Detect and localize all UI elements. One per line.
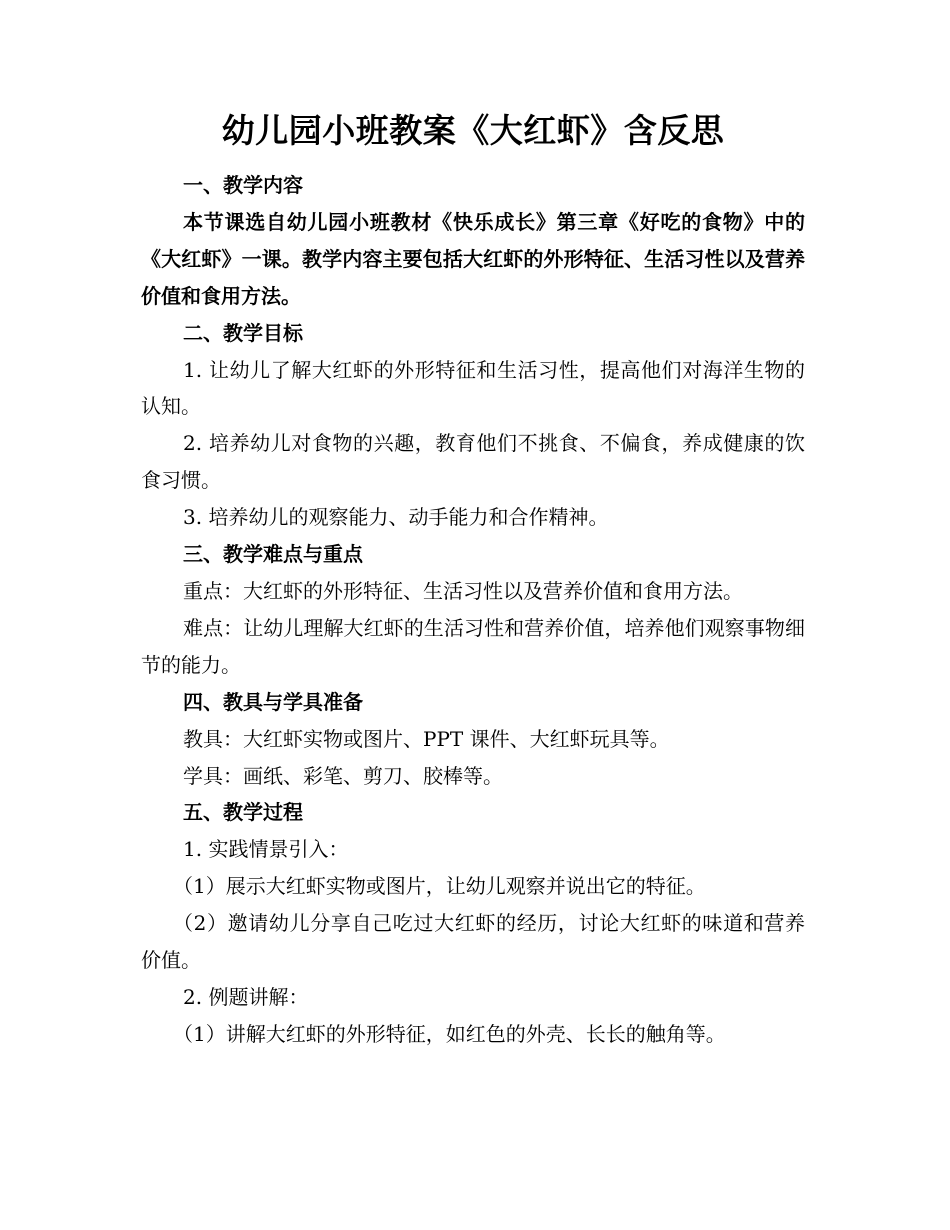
paragraph-process-step-1: 1. 实践情景引入：: [183, 837, 349, 862]
document-page: [141, 100, 805, 1053]
paragraph-process-step-2-1: （1）讲解大红虾的外形特征，如红色的外壳、长长的触角等。: [173, 1021, 726, 1046]
paragraph-key-point: 重点：大红虾的外形特征、生活习性以及营养价值和食用方法。: [183, 578, 743, 603]
section-heading-teaching-process: 五、教学过程: [183, 800, 303, 825]
document-title: 幼儿园小班教案《大红虾》含反思: [221, 111, 725, 150]
section-heading-key-points: 三、教学难点与重点: [183, 542, 363, 567]
section-heading-materials: 四、教具与学具准备: [183, 689, 363, 714]
paragraph-teaching-aids: 教具：大红虾实物或图片、PPT 课件、大红虾玩具等。: [183, 726, 670, 751]
paragraph-goal-2: 2. 培养幼儿对食物的兴趣，教育他们不挑食、不偏食，养成健康的饮食习惯。: [141, 431, 805, 493]
paragraph-learning-tools: 学具：画纸、彩笔、剪刀、胶棒等。: [183, 763, 503, 788]
section-heading-teaching-goals: 二、教学目标: [183, 320, 303, 345]
section-heading-teaching-content: 一、教学内容: [183, 173, 303, 197]
paragraph-goal-1: 1. 让幼儿了解大红虾的外形特征和生活习性，提高他们对海洋生物的认知。: [141, 357, 805, 419]
paragraph-process-step-2: 2. 例题讲解：: [183, 984, 309, 1009]
paragraph-teaching-content: 本节课选自幼儿园小班教材《快乐成长》第三章《好吃的食物》中的《大红虾》一课。教学内容主要包括大红虾的外形特征、生活习性以及营养价值和食用方法。: [141, 209, 805, 308]
paragraph-difficult-point: 难点：让幼儿理解大红虾的生活习性和营养价值，培养他们观察事物细节的能力。: [141, 615, 805, 677]
paragraph-process-step-1-1: （1）展示大红虾实物或图片，让幼儿观察并说出它的特征。: [173, 874, 706, 899]
paragraph-goal-3: 3. 培养幼儿的观察能力、动手能力和合作精神。: [183, 505, 609, 530]
paragraph-process-step-1-2: （2）邀请幼儿分享自己吃过大红虾的经历，讨论大红虾的味道和营养价值。: [141, 911, 805, 973]
